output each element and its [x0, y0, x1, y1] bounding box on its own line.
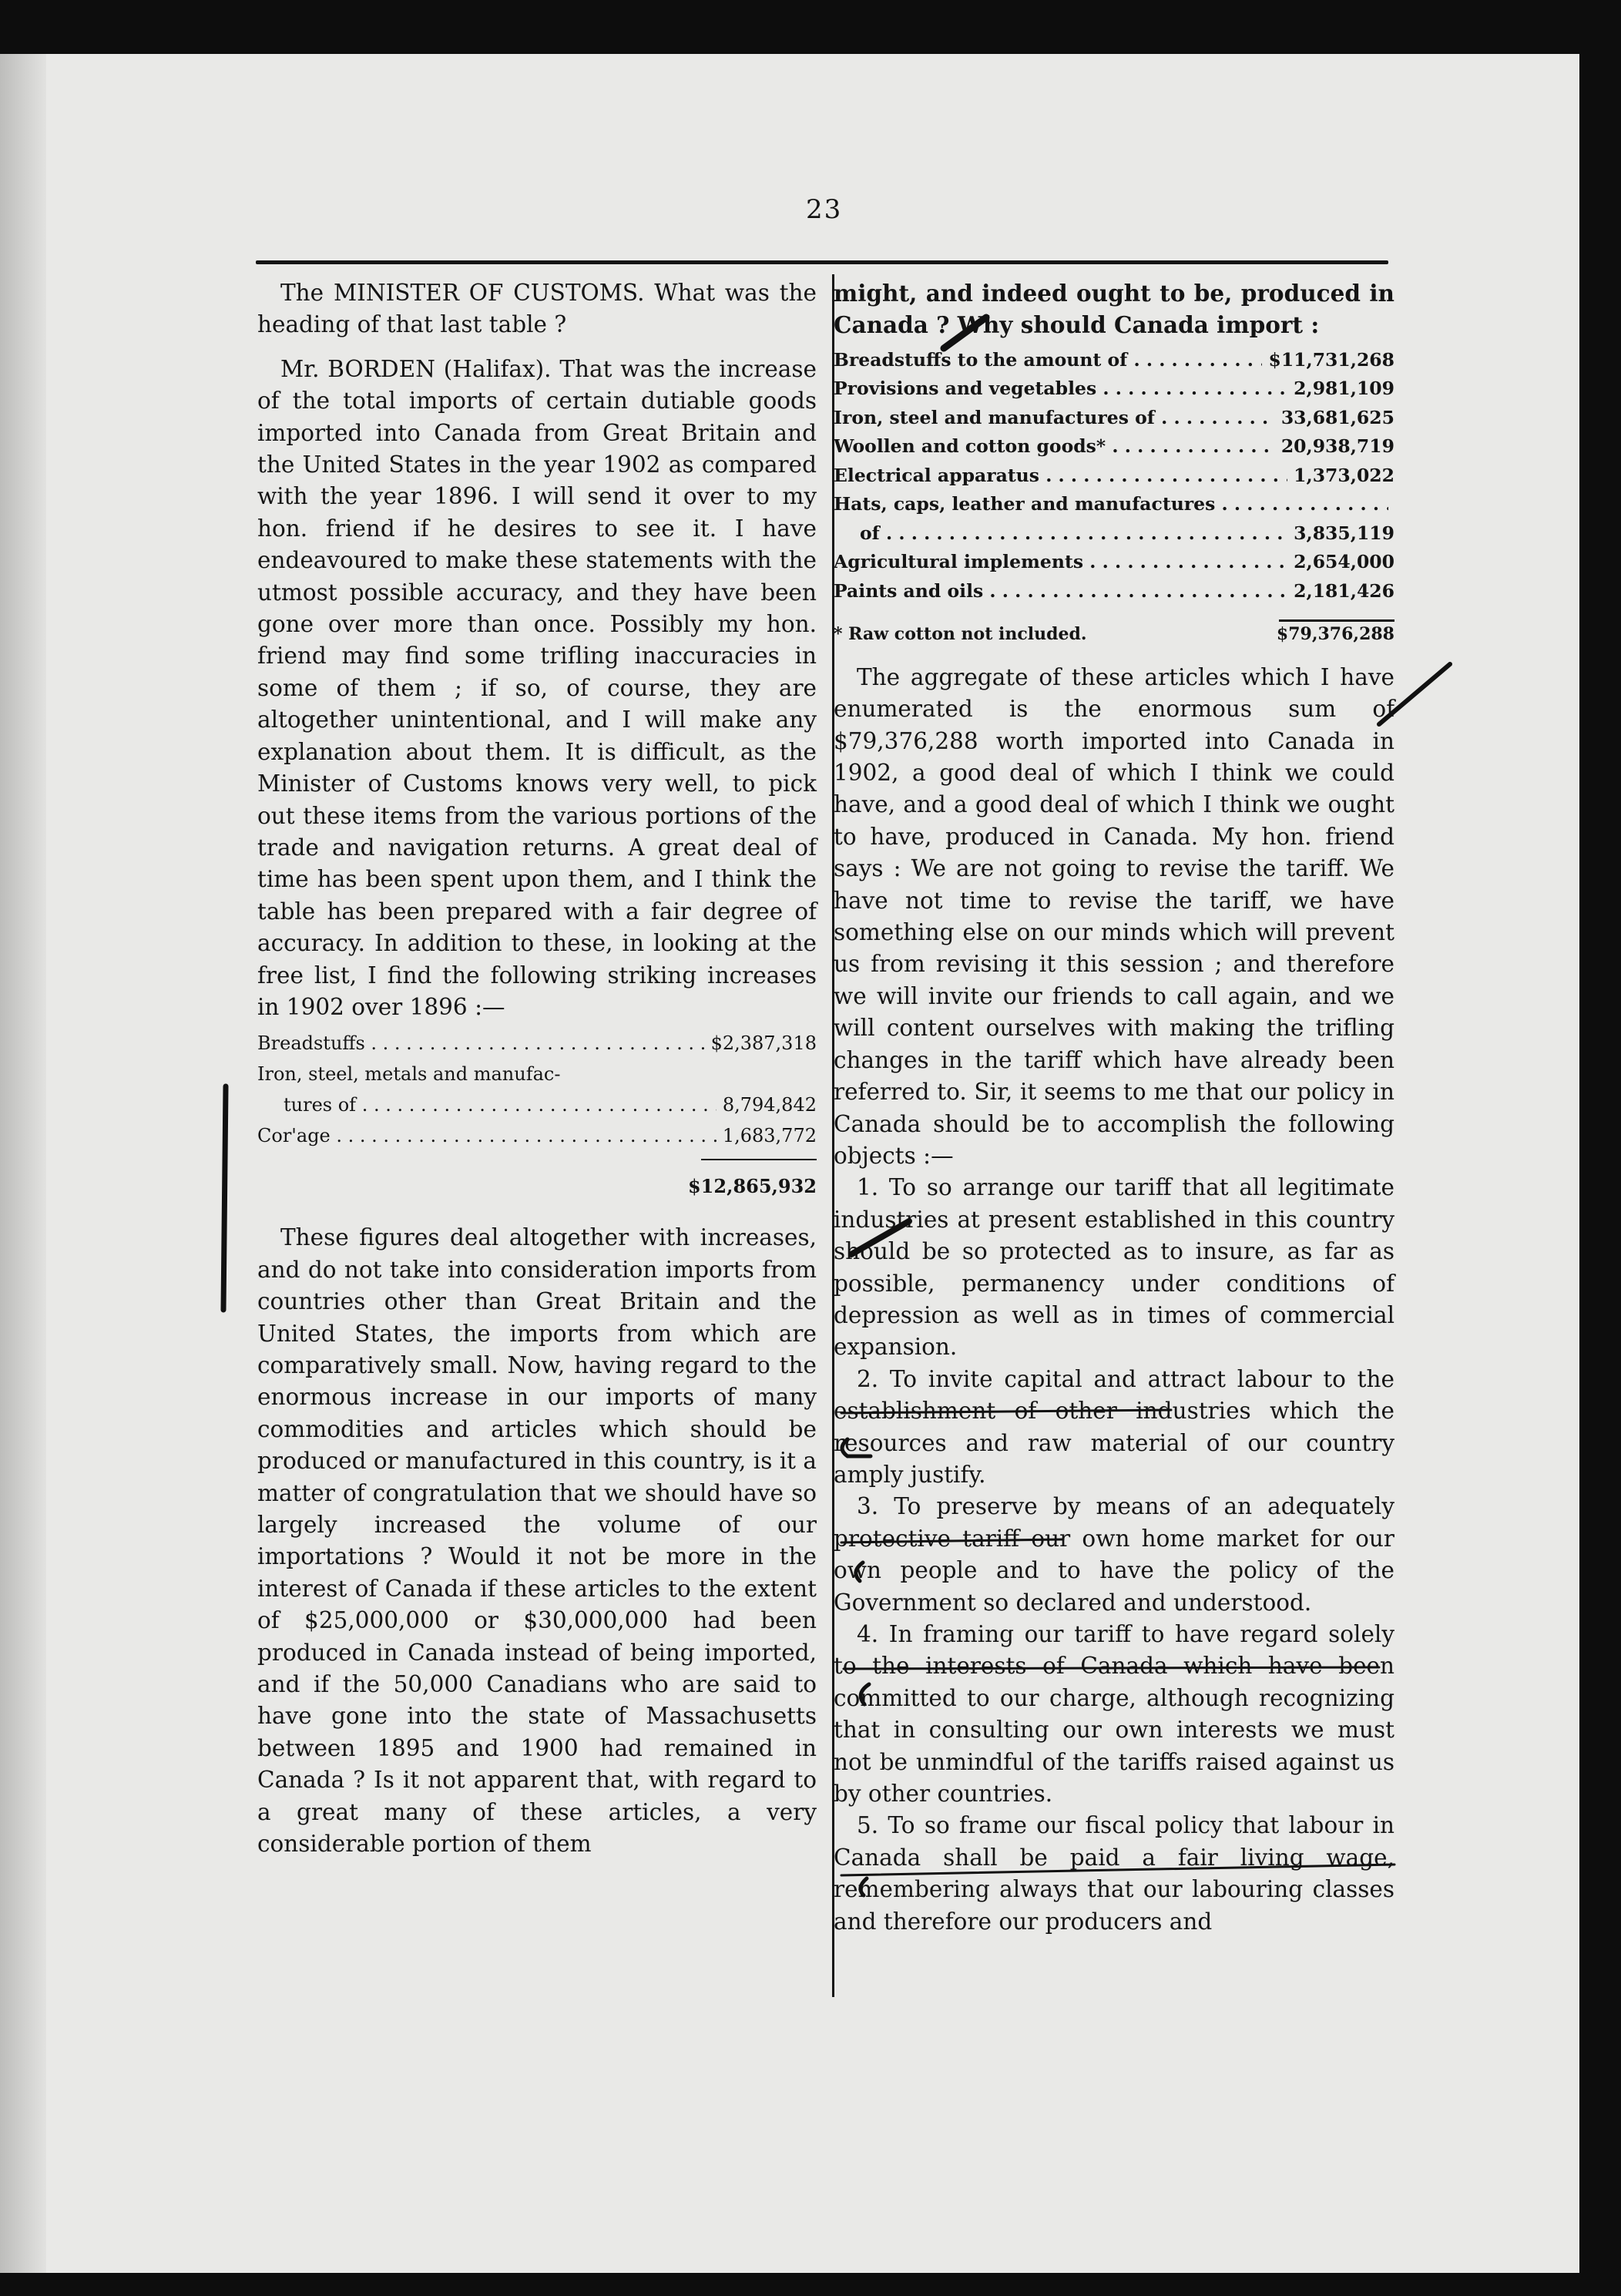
imports-table: [834, 346, 1394, 650]
table-label: Provisions and vegetables . . .: [834, 374, 1287, 404]
objective-4: 4. In framing our tariff to have regard solely to the interests of Canada which have been committed to our charge, although recognizing that in consulting our own interests we must not be unmindful of the tariffs raised against us by other countries.: [834, 1621, 1394, 1808]
table-row: [834, 374, 1394, 404]
table-total: $12,865,932: [687, 1175, 817, 1198]
objective-3: 3. To preserve by means of an adequately protective tariff our own home market for our own people and to have the policy of the Government so declared and understood.: [834, 1493, 1394, 1616]
table-amount: 2,654,000: [1294, 551, 1394, 573]
table-label: of . . .: [860, 519, 1287, 549]
table-row: [834, 548, 1394, 577]
table-row: [834, 404, 1394, 433]
table-row: [257, 1028, 817, 1059]
free-list-table: [257, 1028, 817, 1202]
table-amount: 1,683,772: [722, 1125, 817, 1147]
left-paragraph-minister: The MINISTER OF CUSTOMS. What was the heading of that last table ?: [257, 280, 817, 338]
objective-5: 5. To so frame our fiscal policy that labour in Canada shall be paid a fair living wage, remembering always that our labouring classes and therefore our producers and: [834, 1812, 1394, 1935]
table-amount: 3,835,119: [1294, 522, 1394, 544]
table-amount: 1,373,022: [1294, 464, 1394, 486]
table-label: Woollen and cotton goods* . . .: [834, 432, 1275, 462]
table-footer: [834, 620, 1394, 650]
footnote: * Raw cotton not included.: [834, 624, 1087, 645]
right-paragraph-aggregate: The aggregate of these articles which I have enumerated is the enormous sum of $79,376,288 worth imported into Canada in 1902, a good deal of which I think we could have, and a good deal of which I think we ought to have, produced in Canada. My hon. friend says : We are not going to revise the tariff. We have not time to revise the tariff, we have something else on our minds which will prevent us from revising it this session ; and therefore we will invite our friends to call again, and we will content ourselves with making the trifling changes in the tariff which have already been referred to. Sir, it seems to me that our policy in Canada should be to accomplish the following objects :—: [834, 663, 1394, 1169]
total-rule: [701, 1159, 817, 1160]
table-row: [257, 1089, 817, 1120]
table-amount: 33,681,625: [1280, 406, 1394, 428]
table-label: Iron, steel and manufactures of . . .: [834, 404, 1275, 433]
table-label: Agricultural implements . . .: [834, 548, 1287, 577]
table-row: [257, 1059, 817, 1089]
table-amount: 2,181,426: [1294, 579, 1394, 602]
table-amount: $11,731,268: [1268, 348, 1394, 371]
table-row: [834, 577, 1394, 606]
table-row: [834, 519, 1394, 549]
left-paragraph-borden: Mr. BORDEN (Halifax). That was the increase of the total imports of certain dutiable goods imported into Canada from Great Britain and the United States in the year 1902 as compared with the year 1896. I will send it over to my hon. friend if he desires to see it. I have endeavoured to make these statements with the utmost possible accuracy, and they have been gone over more than once. Possibly my hon. friend may find some trifling inaccuracies in some of them ; if so, of course, they are altogether unintentional, and I will make any explanation about them. It is difficult, as the Minister of Customs knows very well, to pick out these items from the various portions of the trade and navigation returns. A great deal of time has been spent upon them, and I think the table has been prepared with a fair degree of accuracy. In addition to these, in looking at the free list, I find the following striking increases in 1902 over 1896 :—: [257, 355, 817, 1020]
binding-gutter: [0, 54, 46, 2273]
table-label: Breadstuffs . . .: [257, 1028, 705, 1059]
right-paragraph-intro: might, and indeed ought to be, produced in Canada ? Why should Canada import :: [834, 280, 1394, 339]
table-label: Electrical apparatus . . .: [834, 462, 1287, 491]
table-label: tures of . . .: [284, 1089, 717, 1120]
left-paragraph-figures: These figures deal altogether with increases, and do not take into consideration imports from countries other than Great Britain and the United States, the imports from which are comparatively small. Now, having regard to the enormous increase in our imports of many commodities and articles which should be produced or manufactured in this country, is it a matter of congratulation that we should have so largely increased the volume of our importations ? Would it not be more in the interest of Canada if these articles to the extent of $25,000,000 or $30,000,000 had been produced in Canada instead of being imported, and if the 50,000 Canadians who are said to have gone into the state of Massachusetts between 1895 and 1900 had remained in Canada ? Is it not apparent that, with regard to a great many of these articles, a very considerable portion of them: [257, 1224, 817, 1858]
table-label: Iron, steel, metals and manufac-: [257, 1063, 561, 1086]
table-amount: 20,938,719: [1280, 435, 1394, 458]
table-label: Cor'age . . .: [257, 1120, 717, 1151]
table-row: [834, 462, 1394, 491]
objective-2: 2. To invite capital and attract labour to the establishment of other industries which the resources and raw material of our country amply justify.: [834, 1365, 1394, 1488]
table-label: Breadstuffs to the amount of . . .: [834, 346, 1262, 375]
page-number: 23: [806, 194, 843, 225]
right-column: [834, 277, 1394, 1938]
table-row: [834, 346, 1394, 375]
table-amount: 2,981,109: [1294, 378, 1394, 400]
table-label: Hats, caps, leather and manufactures . . .: [834, 490, 1388, 519]
table-amount: $2,387,318: [710, 1032, 817, 1055]
table-row: [834, 490, 1394, 519]
table-row: [257, 1120, 817, 1151]
table-amount: 8,794,842: [722, 1094, 817, 1116]
left-column: [257, 277, 817, 1860]
table-label: Paints and oils . . .: [834, 577, 1287, 606]
header-rule: [256, 260, 1388, 264]
objective-1: 1. To so arrange our tariff that all legitimate industries at present established in this country should be so protected as to insure, as far as possible, permanency under conditions of depression as well as in times of commercial expansion.: [834, 1174, 1394, 1361]
table-total: $79,376,288: [1276, 624, 1394, 645]
table-row: [834, 432, 1394, 462]
